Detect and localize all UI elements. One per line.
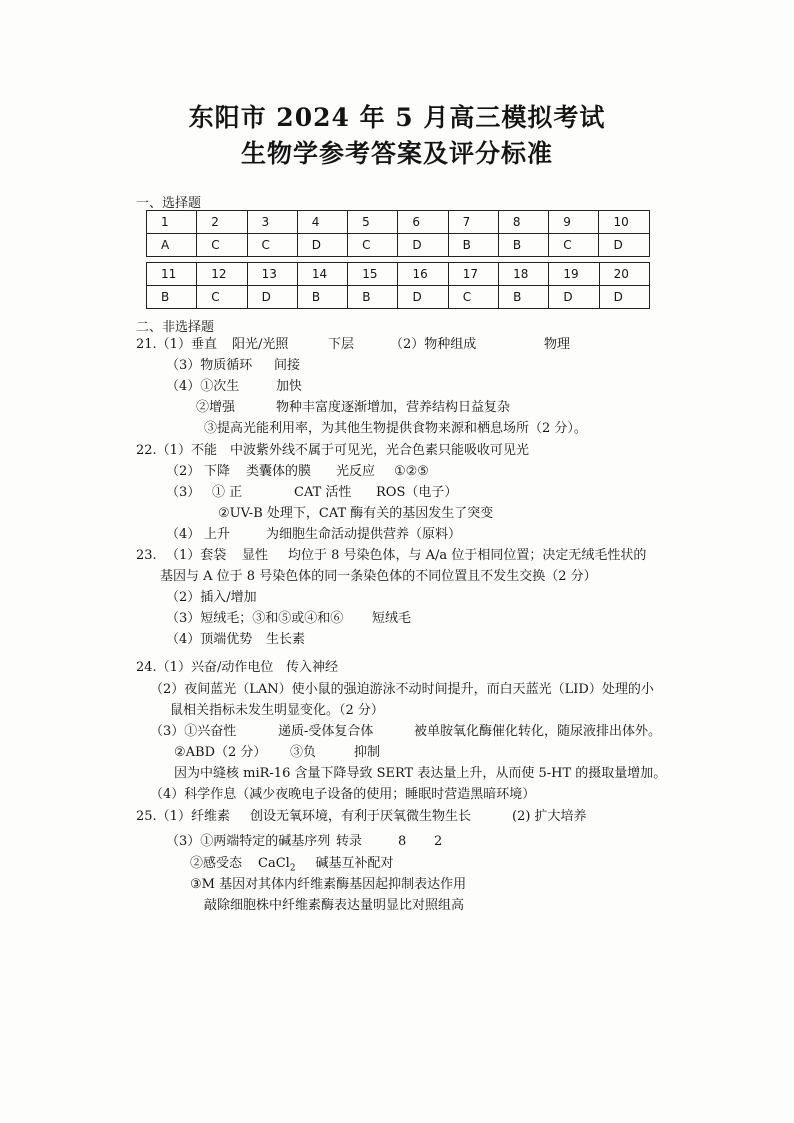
q23-line-4 [166,610,411,627]
answer-cell: D [398,234,448,257]
q23-part: 短绒毛 [372,611,412,626]
q23-part: （1）套袋 [166,548,227,563]
q24-part: 抑制 [354,745,381,760]
answer-cell: B [297,286,347,309]
q25-line-3 [190,855,394,878]
answer-cell: C [197,286,247,309]
q25-part: 8 [398,834,407,849]
table-row-numbers [147,263,650,286]
q21-part: 物理 [544,337,571,352]
question-number-cell: 2 [197,211,247,234]
q23-part: 生长素 [266,632,306,647]
q23-line-1 [136,547,646,564]
q22-part: 上升 [204,527,231,542]
q22-part: 类囊体的膜 [246,464,312,479]
q25-part: ②感受态 [190,856,243,871]
q24-part: ③负 [290,745,317,760]
q22-part: 光反应 [336,464,376,479]
q21-part: 21.（1）垂直 [136,337,217,352]
table-row-answers [147,234,650,257]
q22-line-4: ②UV-B 处理下，CAT 酶有关的基因发生了突变 [218,506,494,521]
question-number-cell: 11 [147,263,197,286]
q21-part: 间接 [274,358,301,373]
q21-part: （4）①次生 [166,379,240,394]
q25-line-2 [166,833,442,850]
q24-line-7: （4）科学作息（减少夜晚电子设备的使用；睡眠时营造黑暗环境） [150,787,536,802]
q21-part: （3）物质循环 [166,358,253,373]
q25-part: 碱基互补配对 [315,856,394,871]
section-2-heading: 二、非选择题 [136,320,215,335]
q24-part: （3）①兴奋性 [150,724,237,739]
q25-part: (2) 扩大培养 [512,809,587,824]
answer-cell: B [498,234,548,257]
answer-cell: D [549,286,599,309]
question-number-cell: 8 [498,211,548,234]
answer-cell: C [348,234,398,257]
q25-subscript: 2 [289,863,296,874]
question-number-cell: 19 [549,263,599,286]
q22-line-3 [166,484,457,501]
q24-line-5 [174,744,380,761]
q24-part: 24.（1）兴奋/动作电位 [136,660,274,675]
q25-part: 2 [434,834,443,849]
q22-part: ① 正 [212,485,243,500]
q21-part: （2）物种组成 [390,337,477,352]
q25-line-1 [136,808,587,825]
answer-cell: C [197,234,247,257]
question-number-cell: 16 [398,263,448,286]
question-number-cell: 18 [499,263,549,286]
q22-part: （3） [166,485,201,500]
q25-part: 转录 [336,834,363,849]
q21-part: 加快 [276,379,303,394]
q21-line-2 [166,357,300,374]
question-number-cell: 17 [448,263,498,286]
q21-part: ②增强 [196,400,236,415]
q21-part: 下层 [328,337,355,352]
answer-cell: D [297,234,347,257]
answer-cell: B [147,286,197,309]
question-number-cell: 4 [297,211,347,234]
answer-cell: D [247,286,297,309]
q24-part: 传入神经 [286,660,339,675]
question-number-cell: 14 [297,263,347,286]
q25-line-5: 敲除细胞株中纤维素酶表达量明显比对照组高 [204,898,465,913]
q24-line-3: 鼠相关指标未发生明显变化。（2 分） [170,703,384,718]
q22-part: 为细胞生命活动提供营养（原料） [266,527,462,542]
q24-part: 被单胺氧化酶催化转化，随尿液排出体外。 [414,724,662,739]
q22-part: ROS（电子） [376,485,458,500]
q24-part: ②ABD（2 分） [174,745,267,760]
question-number-cell: 5 [348,211,398,234]
question-number-cell: 13 [247,263,297,286]
table-row-answers [147,286,650,309]
answer-cell: C [448,286,498,309]
answer-table-1 [146,210,650,257]
question-number-cell: 3 [247,211,297,234]
answer-cell: B [448,234,498,257]
question-number-cell: 20 [599,263,649,286]
question-number-cell: 7 [448,211,498,234]
question-number-cell: 10 [599,211,650,234]
q21-line-4 [196,399,510,416]
section-1-heading: 一、选择题 [136,196,202,211]
q23-line-2: 基因与 A 位于 8 号染色体的同一条染色体的不同位置且不发生交换（2 分） [160,569,597,584]
answer-cell: B [499,286,549,309]
answer-table-2 [146,262,650,309]
q23-line-3: （2）插入/增加 [166,590,257,605]
q22-line-2 [166,463,429,480]
title-line-2: 生物学参考答案及评分标准 [240,139,553,168]
answer-cell: D [599,234,650,257]
q25-part: CaCl [258,856,290,871]
q22-part: （4） [166,527,201,542]
q24-line-1 [136,659,338,676]
title-line-1: 东阳市 2024 年 5 月高三模拟考试 [188,103,606,132]
q23-part: 均位于 8 号染色体，与 A/a 位于相同位置；决定无绒毛性状的 [288,548,647,563]
q22-line-5 [166,526,461,543]
q22-part: CAT 活性 [294,485,352,500]
answer-cell: C [247,234,297,257]
q25-line-4: ③M 基因对其体内纤维素酶基因起抑制表达作用 [190,877,467,892]
question-number-cell: 6 [398,211,448,234]
answer-cell: A [147,234,197,257]
q22-part: 下降 [204,464,231,479]
question-number-cell: 15 [348,263,398,286]
question-number-cell: 1 [147,211,197,234]
q25-part: 25.（1）纤维素 [136,809,230,824]
answer-cell: B [348,286,398,309]
q23-part: 23. [136,548,157,563]
q22-line-1: 22.（1）不能 中波紫外线不属于可见光，光合色素只能吸收可见光 [136,443,529,458]
question-number-cell: 12 [197,263,247,286]
q21-line-1 [136,336,570,353]
answer-cell: D [599,286,649,309]
q23-part: （4）顶端优势 [166,632,253,647]
q24-line-4 [150,723,661,740]
q24-part: 递质-受体复合体 [278,724,374,739]
answer-cell: D [398,286,448,309]
q24-line-6: 因为中缝核 miR-16 含量下降导致 SERT 表达量上升，从而使 5-HT 的摄取量增加。 [174,766,667,781]
q21-line-3 [166,378,302,395]
q21-part: 阳光/光照 [232,337,289,352]
q23-part: （3）短绒毛；③和⑤或④和⑥ [166,611,344,626]
q25-part: 创设无氧环境，有利于厌氧微生物生长 [250,809,472,824]
q24-line-2: （2）夜间蓝光（LAN）使小鼠的强迫游泳不动时间提升，而白天蓝光（LID）处理的小 [150,682,654,697]
answer-cell: C [549,234,599,257]
q22-part: （2） [166,464,201,479]
q21-part: 物种丰富度逐渐增加，营养结构日益复杂 [276,400,511,415]
q21-line-5: ③提高光能利用率，为其他生物提供食物来源和栖息场所（2 分）。 [204,421,587,436]
q22-part: ①②⑤ [394,464,429,479]
q23-part: 显性 [242,548,269,563]
q23-line-5 [166,631,305,648]
q25-part: （3）①两端特定的碱基序列 [166,834,331,849]
question-number-cell: 9 [549,211,599,234]
table-row-numbers [147,211,650,234]
